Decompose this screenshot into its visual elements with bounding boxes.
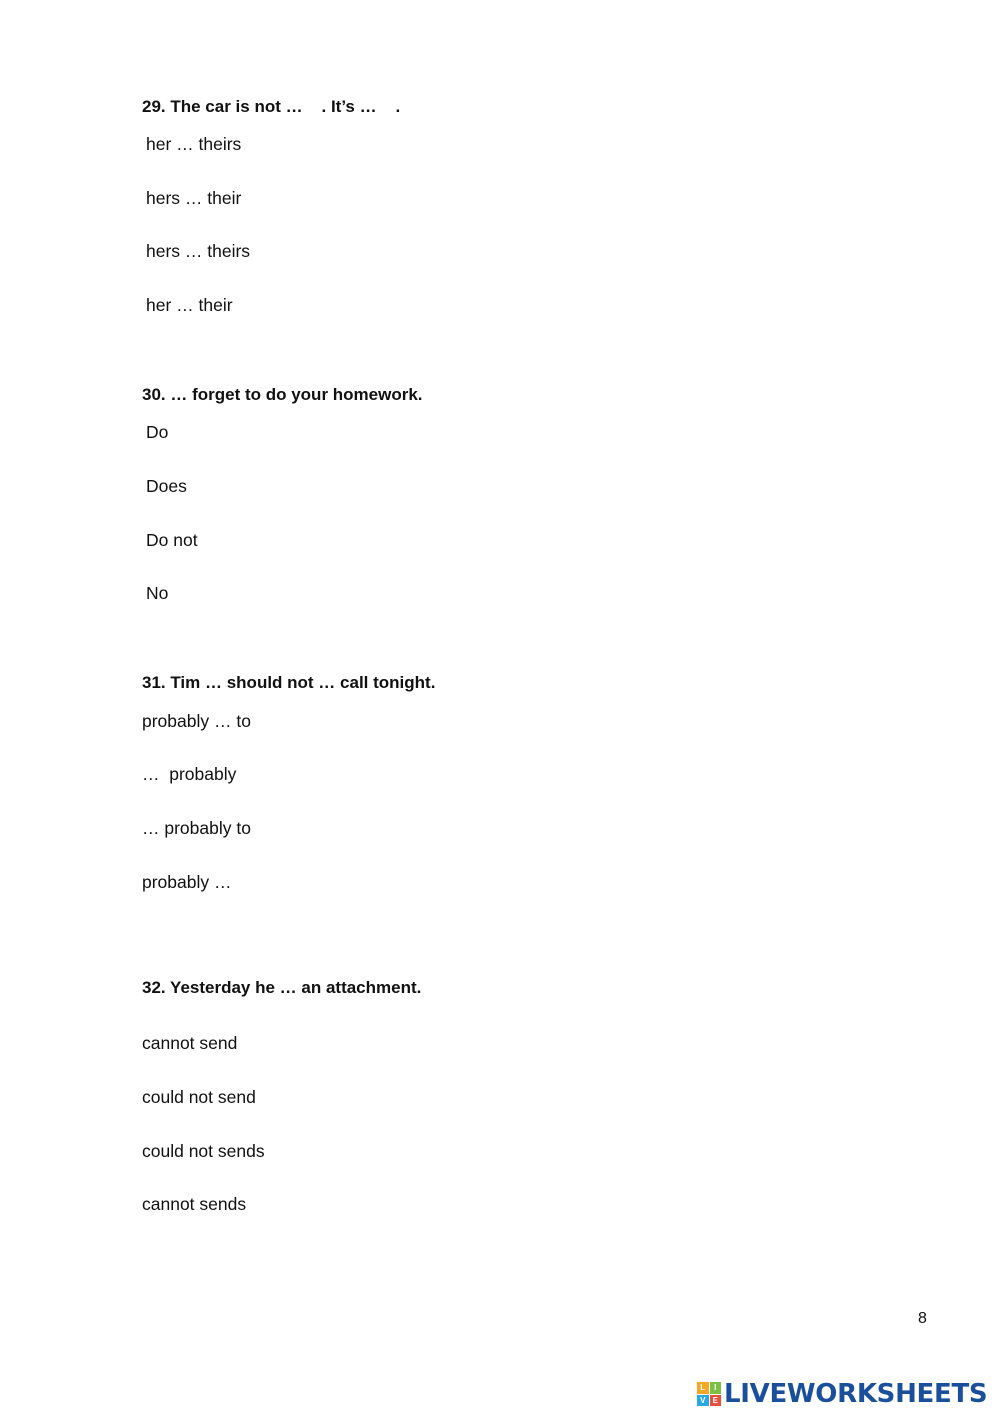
- question-31-option-2[interactable]: … probably: [142, 764, 237, 784]
- question-31-title: 31. Tim … should not … call tonight.: [142, 673, 436, 692]
- logo-letter-l: L: [697, 1382, 709, 1394]
- question-32-option-2[interactable]: could not send: [142, 1087, 256, 1107]
- logo-letter-i: I: [710, 1382, 722, 1394]
- question-30-option-3[interactable]: Do not: [146, 530, 198, 550]
- brand-name: LIVEWORKSHEETS: [724, 1379, 988, 1409]
- question-29-option-4[interactable]: her … their: [146, 295, 233, 315]
- logo-letter-e: E: [710, 1395, 722, 1407]
- question-30-title: 30. … forget to do your homework.: [142, 385, 423, 404]
- liveworksheets-brand: [697, 1378, 987, 1410]
- question-30-option-1[interactable]: Do: [146, 422, 169, 442]
- page-number: 8: [918, 1310, 927, 1327]
- question-31-option-4[interactable]: probably …: [142, 872, 232, 892]
- question-32-option-4[interactable]: cannot sends: [142, 1194, 247, 1214]
- logo-letter-v: V: [697, 1395, 709, 1407]
- question-32-option-1[interactable]: cannot send: [142, 1033, 238, 1053]
- question-32-option-3[interactable]: could not sends: [142, 1141, 265, 1161]
- question-29-title: 29. The car is not … . It’s … .: [142, 97, 401, 116]
- question-29-option-3[interactable]: hers … theirs: [146, 241, 251, 261]
- question-32-title: 32. Yesterday he … an attachment.: [142, 978, 422, 997]
- question-31-option-1[interactable]: probably … to: [142, 711, 251, 731]
- question-30-option-4[interactable]: No: [146, 583, 169, 603]
- question-29-option-1[interactable]: her … theirs: [146, 134, 242, 154]
- question-29-option-2[interactable]: hers … their: [146, 188, 242, 208]
- question-30-option-2[interactable]: Does: [146, 476, 187, 496]
- question-31-option-3[interactable]: … probably to: [142, 818, 251, 838]
- liveworksheets-logo-icon: [697, 1382, 721, 1406]
